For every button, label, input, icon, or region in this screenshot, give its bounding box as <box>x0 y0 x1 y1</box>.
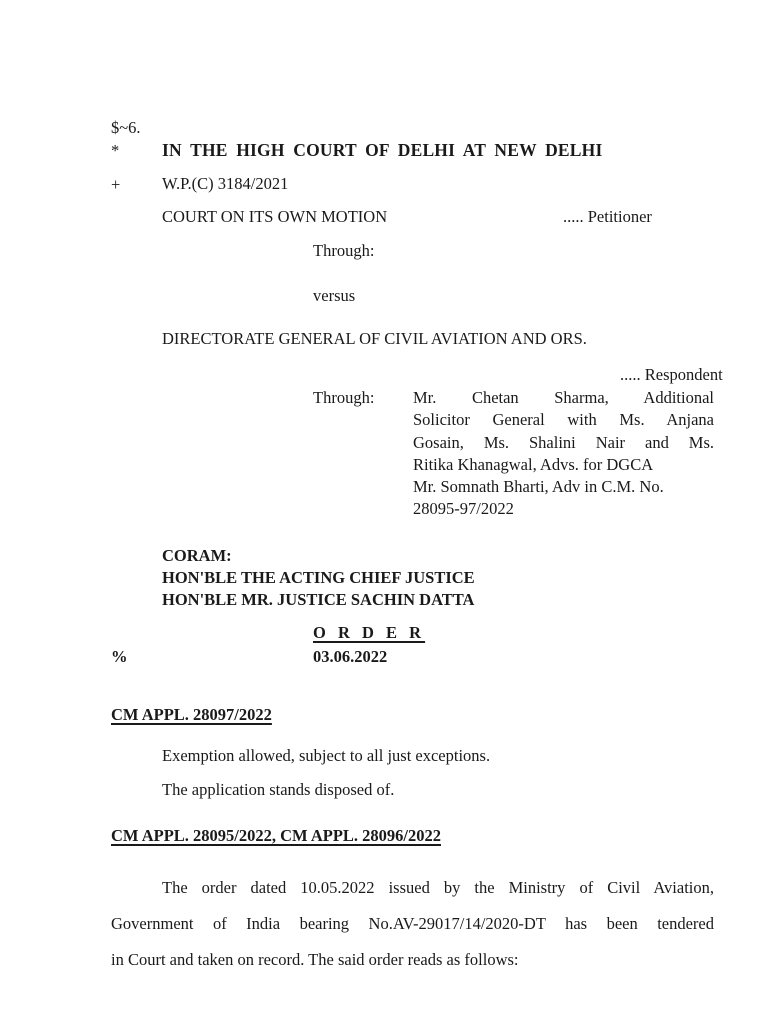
respondent-name: DIRECTORATE GENERAL OF CIVIL AVIATION AND ORS. <box>162 329 587 348</box>
plus-marker: + <box>111 175 121 194</box>
section-line: The application stands disposed of. <box>162 780 395 799</box>
coram-judge: HON'BLE THE ACTING CHIEF JUSTICE <box>162 568 475 587</box>
counsel-line: Mr. Somnath Bharti, Adv in C.M. No. <box>413 477 664 497</box>
paragraph-line: The order dated 10.05.2022 issued by the Ministry of Civil Aviation, <box>162 878 714 897</box>
versus-label: versus <box>313 286 356 305</box>
percent-marker: % <box>111 647 128 666</box>
petitioner-through: Through: <box>313 241 375 260</box>
paragraph-line: Government of India bearing No.AV-29017/14/2020-DT has been tendered <box>111 914 714 933</box>
petitioner-name: COURT ON ITS OWN MOTION <box>162 207 388 226</box>
case-number: W.P.(C) 3184/2021 <box>162 174 289 193</box>
coram-heading: CORAM: <box>162 546 232 565</box>
counsel-line: Gosain, Ms. Shalini Nair and Ms. <box>413 432 714 452</box>
order-date: 03.06.2022 <box>313 647 388 666</box>
section-line: Exemption allowed, subject to all just exceptions. <box>162 746 491 765</box>
petitioner-label: ..... Petitioner <box>563 207 652 226</box>
respondent-label: ..... Respondent <box>620 365 723 384</box>
coram-judge: HON'BLE MR. JUSTICE SACHIN DATTA <box>162 590 475 609</box>
list-marker: $~6. <box>111 118 141 137</box>
counsel-line: Mr. Chetan Sharma, Additional <box>413 388 714 407</box>
section-heading: CM APPL. 28097/2022 <box>111 705 272 724</box>
order-title: O R D E R <box>313 623 426 642</box>
star-marker: * <box>111 141 120 160</box>
respondent-through: Through: <box>313 388 375 407</box>
section-heading: CM APPL. 28095/2022, CM APPL. 28096/2022 <box>111 826 441 845</box>
respondent-counsel <box>413 387 714 521</box>
counsel-line: Solicitor General with Ms. Anjana <box>413 410 714 430</box>
court-name: IN THE HIGH COURT OF DELHI AT NEW DELHI <box>162 140 603 160</box>
counsel-line: Ritika Khanagwal, Advs. for DGCA <box>413 454 654 474</box>
paragraph-line: in Court and taken on record. The said order reads as follows: <box>111 950 519 969</box>
order-paragraph <box>111 870 714 978</box>
counsel-line: 28095-97/2022 <box>413 499 514 519</box>
